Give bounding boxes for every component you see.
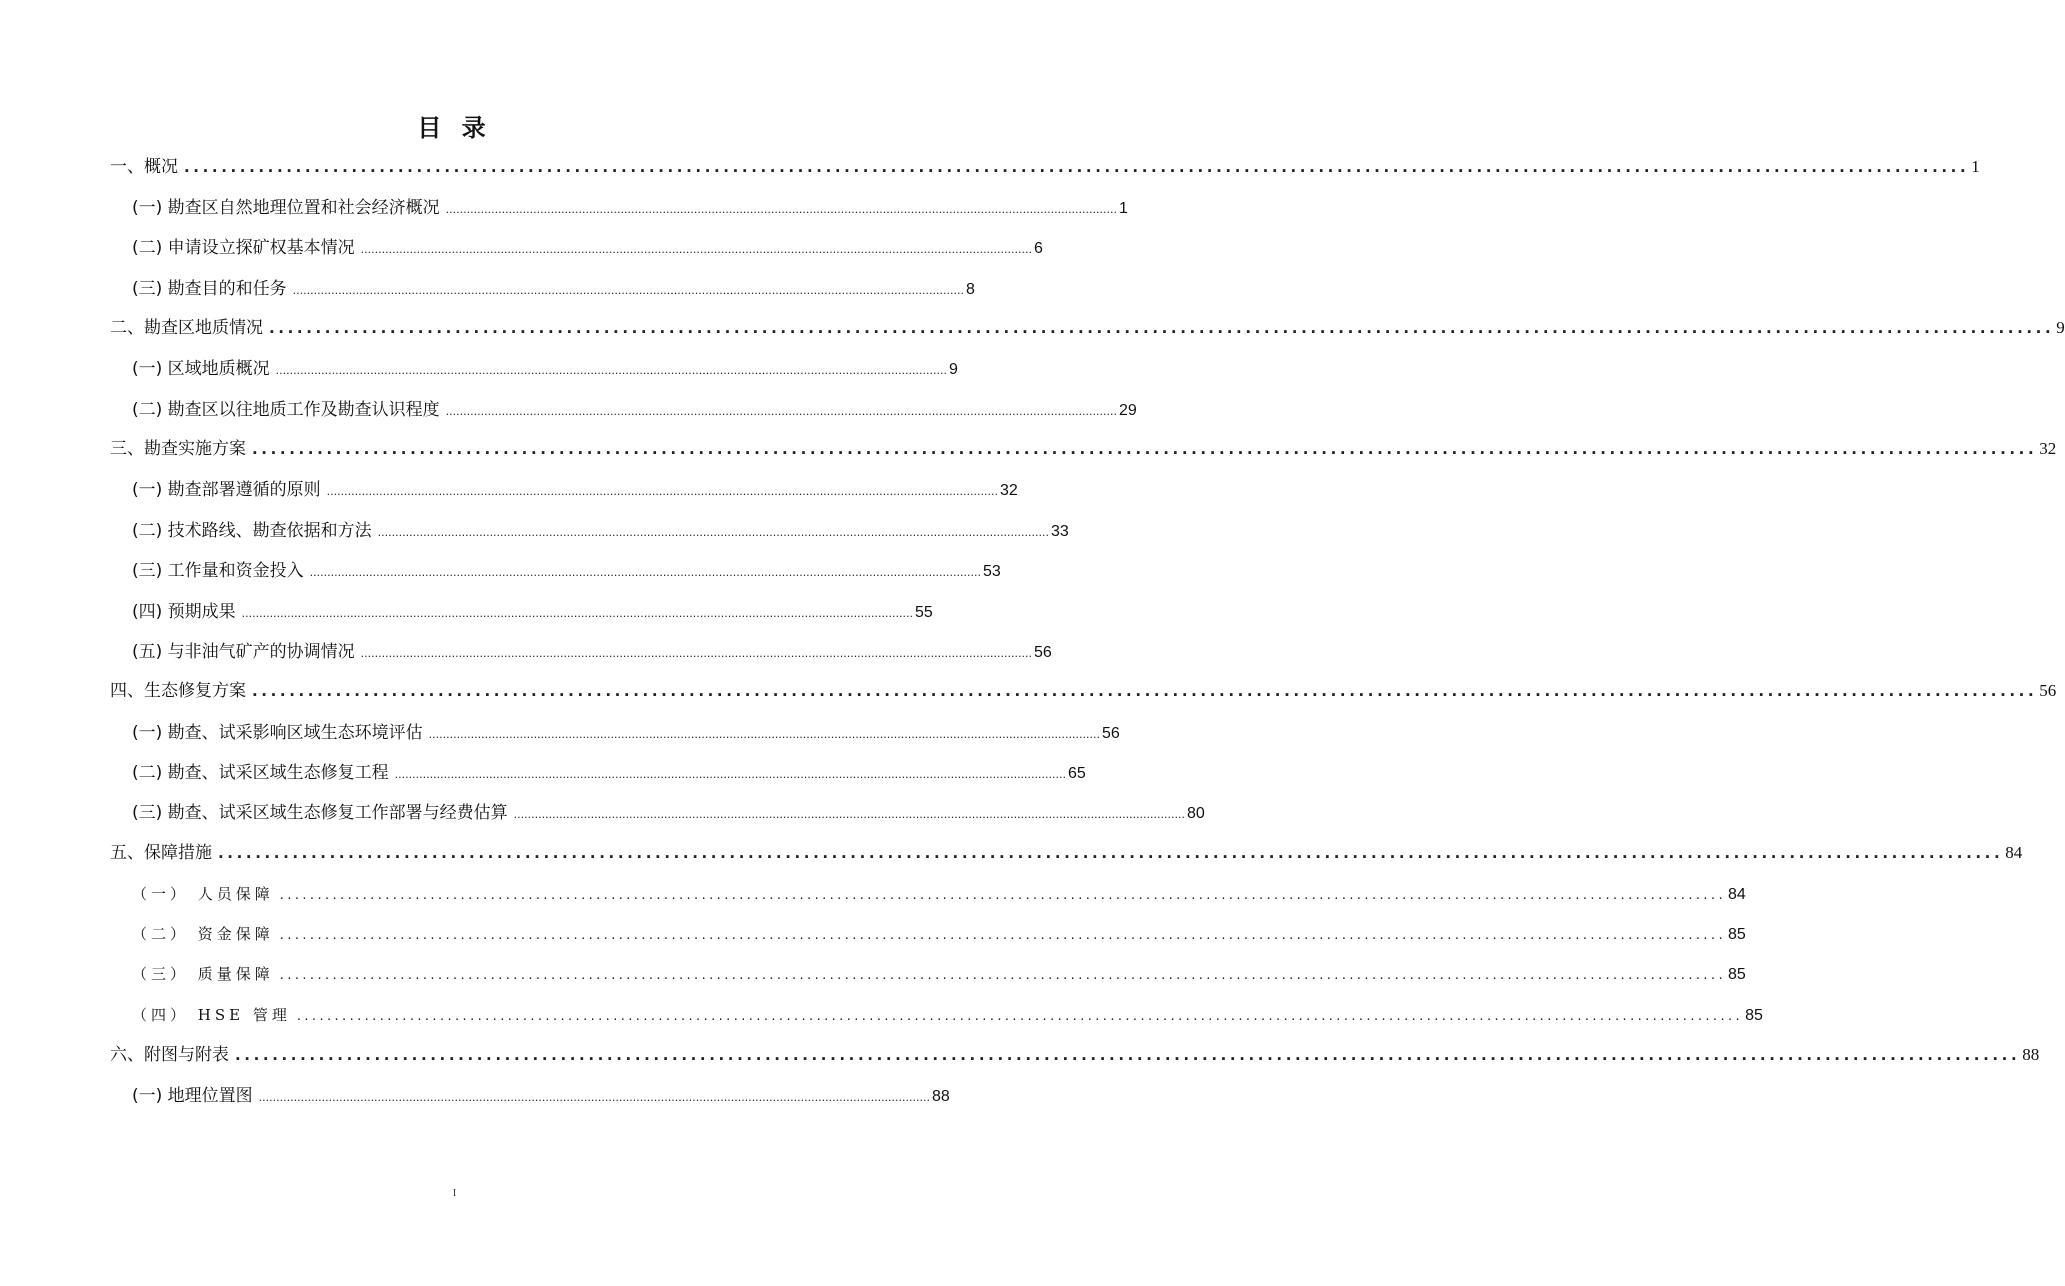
toc-entry-page: 65 bbox=[1068, 765, 1086, 782]
toc-entry-label: 一、概况 bbox=[110, 157, 178, 177]
toc-entry-5-2[interactable] bbox=[132, 921, 1746, 947]
toc-entry-3-1[interactable] bbox=[132, 477, 1018, 503]
toc-entry-page: 85 bbox=[1728, 926, 1746, 943]
toc-entry-5-4[interactable] bbox=[132, 1002, 1763, 1028]
toc-entry-label: (一) 勘查区自然地理位置和社会经济概况 bbox=[132, 198, 440, 218]
toc-entry-label: (一) 区域地质概况 bbox=[132, 359, 270, 379]
toc-entry-chapter-6[interactable] bbox=[110, 1042, 2040, 1068]
toc-entry-2-1[interactable] bbox=[132, 356, 958, 382]
page-title: 目 录 bbox=[417, 114, 492, 142]
toc-leader-dots: ................................................................................................................................................................................................ bbox=[513, 808, 1186, 821]
toc-entry-page: 29 bbox=[1119, 402, 1137, 419]
toc-entry-3-4[interactable] bbox=[132, 599, 933, 625]
toc-entry-page: 56 bbox=[1034, 644, 1052, 661]
toc-leader-dots: ................................................................................................................................................................................................ bbox=[360, 647, 1033, 660]
toc-entry-label: (二) 勘查、试采区域生态修复工程 bbox=[132, 763, 389, 783]
toc-entry-label: （二） 资金保障 bbox=[132, 925, 274, 943]
toc-entry-page: 1 bbox=[1119, 200, 1128, 217]
toc-entry-1-3[interactable] bbox=[132, 276, 975, 302]
toc-entry-label: (二) 申请设立探矿权基本情况 bbox=[132, 238, 355, 258]
toc-entry-3-5[interactable] bbox=[132, 639, 1052, 665]
toc-entry-1-1[interactable] bbox=[132, 195, 1128, 221]
toc-entry-chapter-3[interactable] bbox=[110, 436, 2057, 462]
toc-entry-page: 6 bbox=[1034, 240, 1043, 257]
toc-entry-page: 80 bbox=[1187, 805, 1205, 822]
toc-leader-dots: ................................................................................................................................................................................................ bbox=[279, 968, 1726, 983]
toc-entry-label: (五) 与非油气矿产的协调情况 bbox=[132, 642, 355, 662]
toc-entry-label: (一) 勘查部署遵循的原则 bbox=[132, 480, 321, 500]
toc-leader-dots: ................................................................................................................................................................................................ bbox=[269, 319, 2055, 337]
toc-leader-dots: ................................................................................................................................................................................................ bbox=[279, 928, 1726, 943]
toc-entry-label: (一) 地理位置图 bbox=[132, 1086, 253, 1106]
toc-entry-label: 四、生态修复方案 bbox=[110, 681, 246, 701]
toc-entry-label: (三) 勘查、试采区域生态修复工作部署与经费估算 bbox=[132, 803, 508, 823]
toc-leader-dots: ................................................................................................................................................................................................ bbox=[326, 485, 999, 498]
toc-entry-label: (三) 工作量和资金投入 bbox=[132, 561, 304, 581]
toc-entry-page: 88 bbox=[932, 1088, 950, 1105]
toc-leader-dots: ................................................................................................................................................................................................ bbox=[275, 364, 948, 377]
toc-leader-dots: ................................................................................................................................................................................................ bbox=[292, 284, 965, 297]
toc-entry-3-3[interactable] bbox=[132, 558, 1001, 584]
toc-entry-label: 三、勘查实施方案 bbox=[110, 439, 246, 459]
toc-entry-label: 二、勘查区地质情况 bbox=[110, 318, 263, 338]
toc-entry-label: （四） HSE 管理 bbox=[132, 1006, 291, 1024]
toc-entry-page: 53 bbox=[983, 563, 1001, 580]
toc-entry-2-2[interactable] bbox=[132, 397, 1137, 423]
toc-entry-page: 1 bbox=[1971, 157, 1980, 176]
toc-entry-page: 88 bbox=[2022, 1045, 2040, 1064]
toc-entry-4-1[interactable] bbox=[132, 720, 1120, 746]
toc-entry-label: (三) 勘查目的和任务 bbox=[132, 279, 287, 299]
toc-entry-page: 55 bbox=[915, 604, 933, 621]
toc-leader-dots: ................................................................................................................................................................................................ bbox=[258, 1091, 931, 1104]
toc-entry-label: 五、保障措施 bbox=[110, 843, 212, 863]
toc-leader-dots: ................................................................................................................................................................................................ bbox=[296, 1009, 1744, 1024]
toc-leader-dots: ................................................................................................................................................................................................ bbox=[252, 440, 2038, 458]
toc-leader-dots: ................................................................................................................................................................................................ bbox=[428, 728, 1101, 741]
toc-entry-page: 33 bbox=[1051, 523, 1069, 540]
toc-leader-dots: ................................................................................................................................................................................................ bbox=[445, 203, 1118, 216]
toc-leader-dots: ................................................................................................................................................................................................ bbox=[445, 405, 1118, 418]
toc-leader-dots: ................................................................................................................................................................................................ bbox=[309, 566, 982, 579]
toc-entry-4-3[interactable] bbox=[132, 800, 1205, 826]
toc-entry-page: 56 bbox=[1102, 725, 1120, 742]
page-number-footer: I bbox=[452, 1188, 457, 1199]
toc-entry-page: 56 bbox=[2039, 681, 2057, 700]
toc-entry-label: (二) 技术路线、勘查依据和方法 bbox=[132, 521, 372, 541]
toc-entry-chapter-4[interactable] bbox=[110, 678, 2057, 704]
toc-leader-dots: ................................................................................................................................................................................................ bbox=[235, 1046, 2021, 1064]
toc-entry-page: 32 bbox=[2039, 439, 2057, 458]
toc-entry-chapter-2[interactable] bbox=[110, 315, 2065, 341]
toc-entry-label: （一） 人员保障 bbox=[132, 885, 274, 903]
toc-entry-page: 85 bbox=[1728, 966, 1746, 983]
toc-entry-label: (四) 预期成果 bbox=[132, 602, 236, 622]
toc-entry-4-2[interactable] bbox=[132, 760, 1086, 786]
toc-entry-page: 32 bbox=[1000, 482, 1018, 499]
toc-entry-page: 84 bbox=[1728, 886, 1746, 903]
toc-entry-page: 9 bbox=[949, 361, 958, 378]
toc-entry-chapter-5[interactable] bbox=[110, 840, 2023, 866]
toc-leader-dots: ................................................................................................................................................................................................ bbox=[279, 888, 1726, 903]
toc-entry-page: 8 bbox=[966, 281, 975, 298]
toc-entry-5-3[interactable] bbox=[132, 961, 1746, 987]
toc-entry-label: （三） 质量保障 bbox=[132, 965, 274, 983]
toc-leader-dots: ................................................................................................................................................................................................ bbox=[241, 607, 914, 620]
toc-leader-dots: ................................................................................................................................................................................................ bbox=[377, 526, 1050, 539]
toc-entry-6-1[interactable] bbox=[132, 1083, 950, 1109]
toc-entry-label: (一) 勘查、试采影响区域生态环境评估 bbox=[132, 723, 423, 743]
toc-leader-dots: ................................................................................................................................................................................................ bbox=[252, 682, 2038, 700]
toc-entry-chapter-1[interactable] bbox=[110, 154, 1980, 180]
toc-entry-label: 六、附图与附表 bbox=[110, 1045, 229, 1065]
toc-leader-dots: ................................................................................................................................................................................................ bbox=[394, 768, 1067, 781]
toc-entry-page: 84 bbox=[2005, 843, 2023, 862]
toc-leader-dots: ................................................................................................................................................................................................ bbox=[218, 844, 2004, 862]
toc-leader-dots: ................................................................................................................................................................................................ bbox=[360, 243, 1033, 256]
toc-entry-5-1[interactable] bbox=[132, 881, 1746, 907]
toc-entry-page: 9 bbox=[2056, 318, 2065, 337]
toc-entry-3-2[interactable] bbox=[132, 518, 1069, 544]
toc-entry-label: (二) 勘查区以往地质工作及勘查认识程度 bbox=[132, 400, 440, 420]
toc-entry-page: 85 bbox=[1745, 1007, 1763, 1024]
toc-leader-dots: ................................................................................................................................................................................................ bbox=[184, 158, 1970, 176]
toc-entry-1-2[interactable] bbox=[132, 235, 1043, 261]
